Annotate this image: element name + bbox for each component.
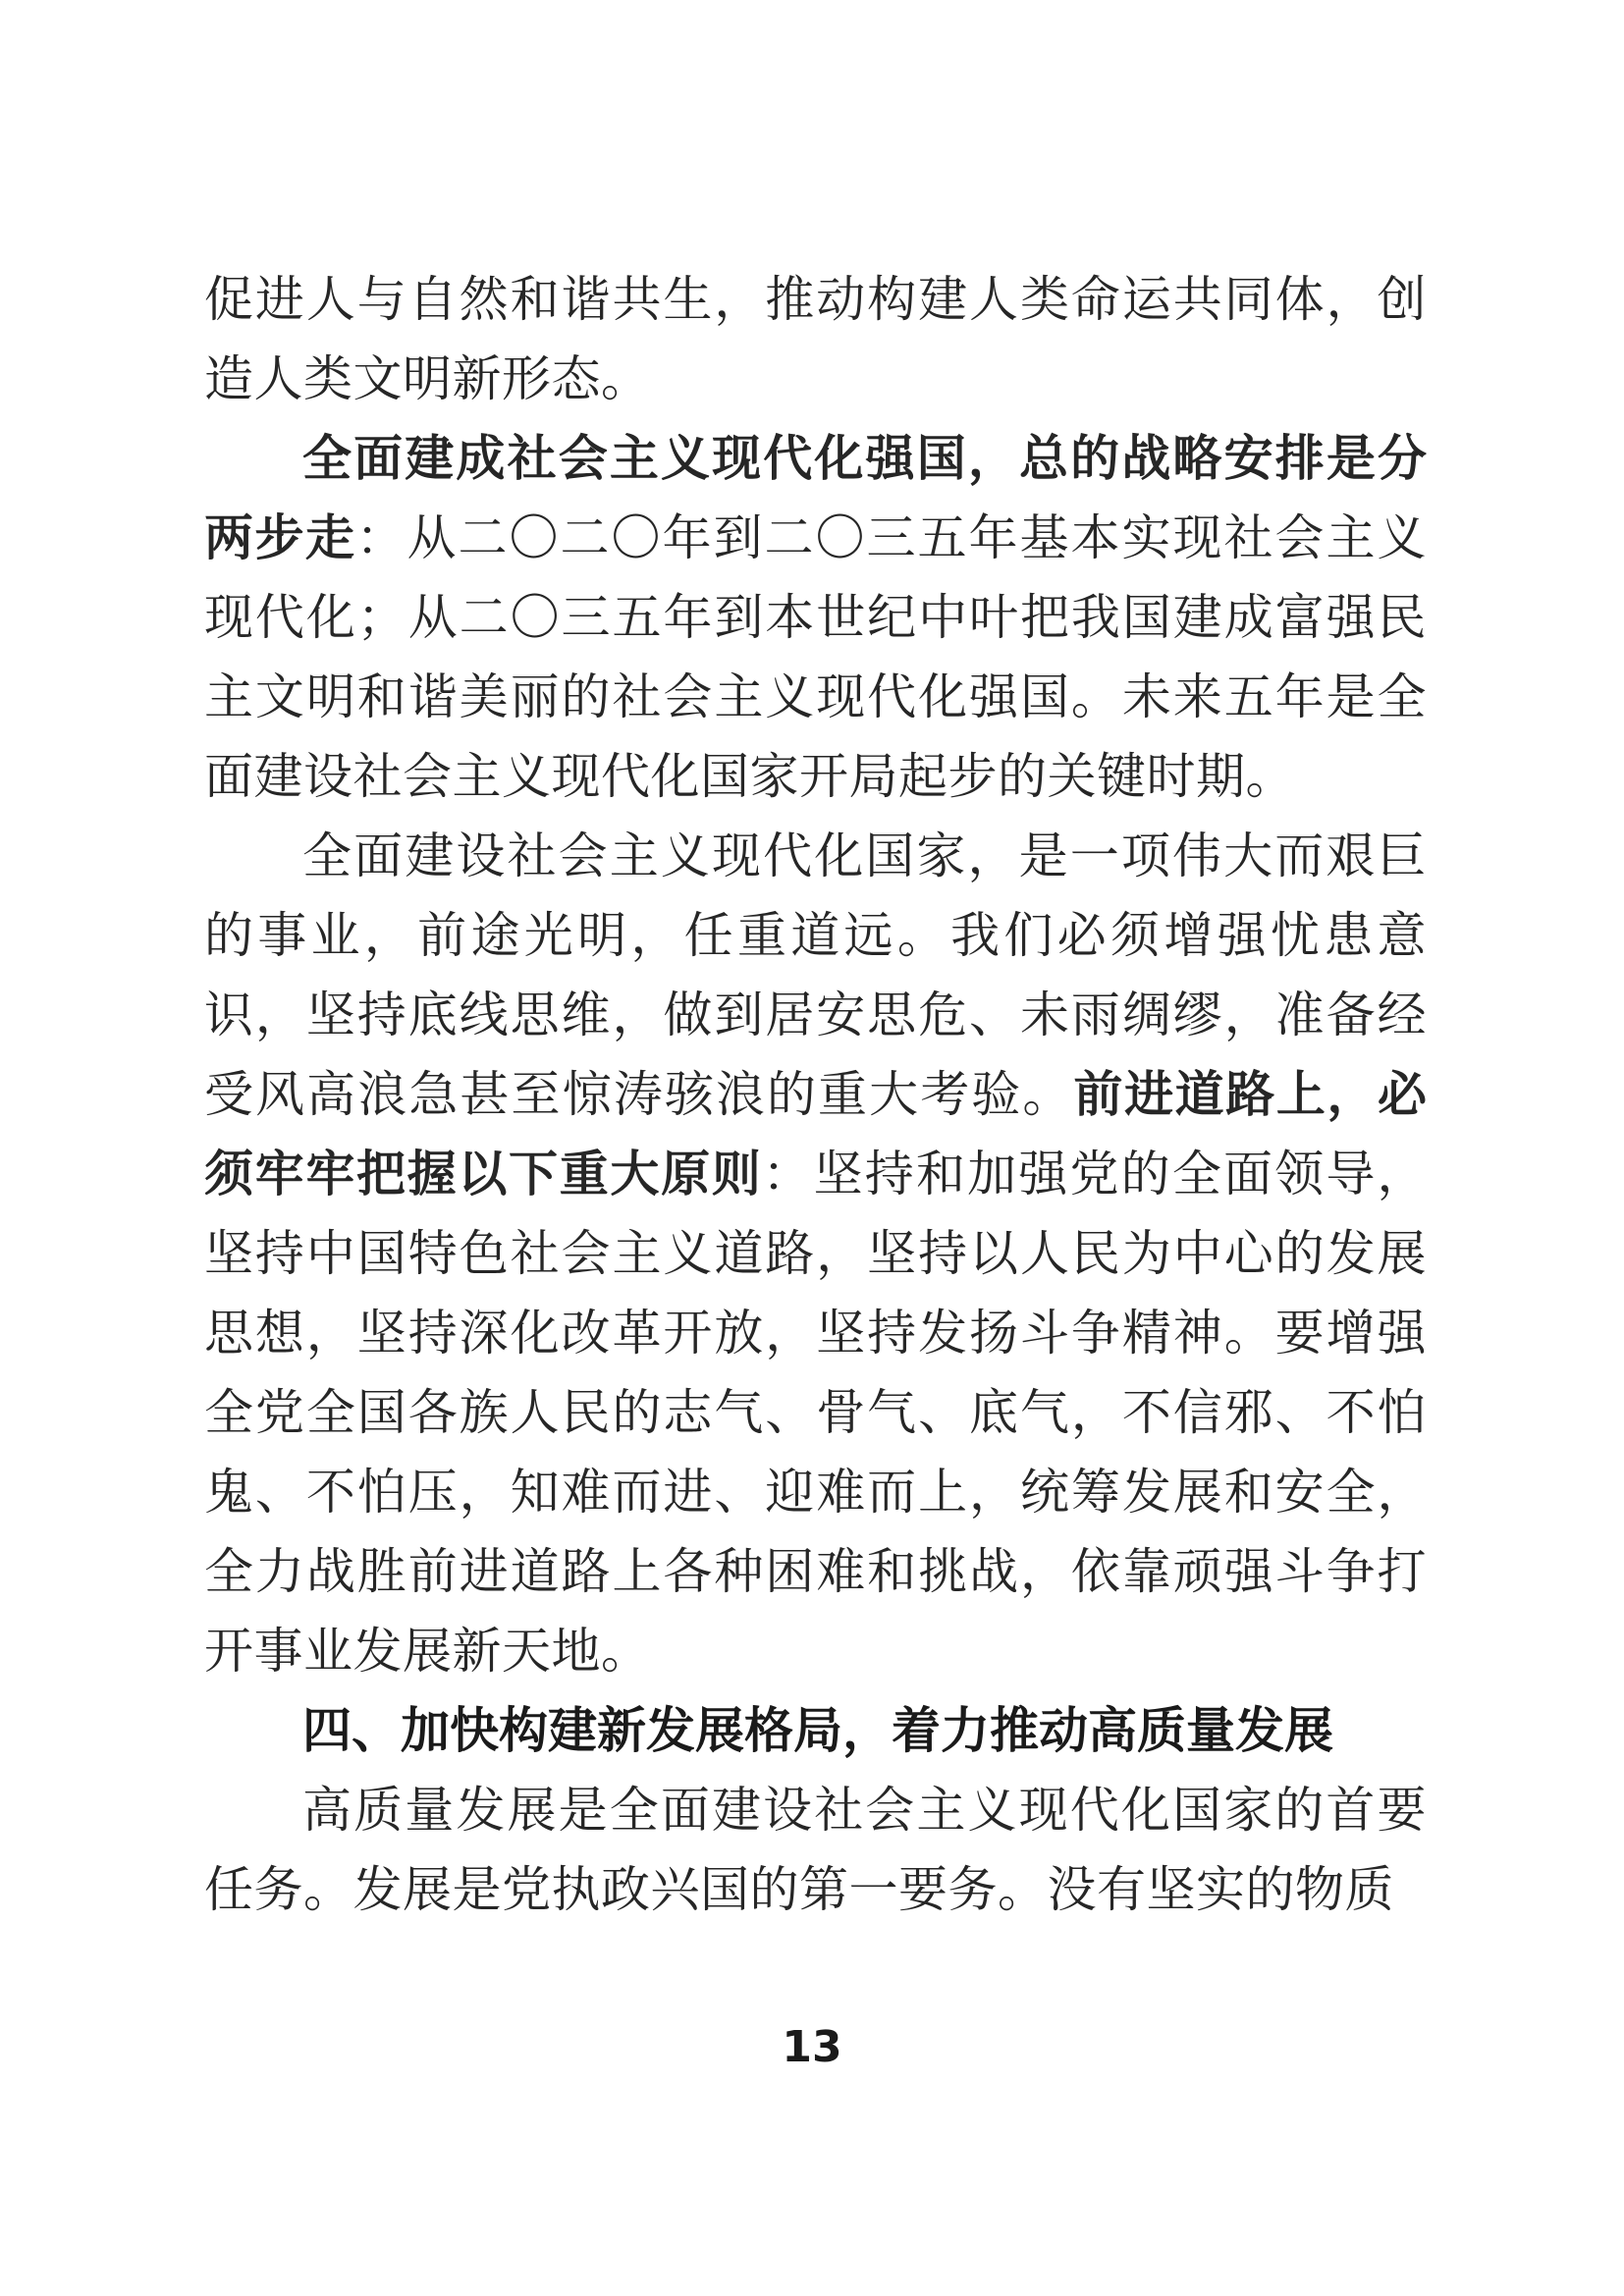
page-number: 13 bbox=[782, 2022, 842, 2072]
text-run: ：从二〇二〇年到二〇三五年基本实现社会主义现代化；从二〇三五年到本世纪中叶把我国建成富强民主文明和谐美丽的社会主义现代化强国。未来五年是全面建设社会主义现代化国家开局起步的关键时期。 bbox=[204, 510, 1427, 804]
paragraph-4 bbox=[204, 1771, 1427, 1930]
paragraph-2 bbox=[204, 419, 1427, 817]
text-run: 促进人与自然和谐共生，推动构建人类命运共同体，创造人类文明新形态。 bbox=[204, 272, 1427, 406]
text-run: 高质量发展是全面建设社会主义现代化国家的首要任务。发展是党执政兴国的第一要务。没有坚实的物质 bbox=[204, 1783, 1427, 1917]
document-body bbox=[204, 260, 1427, 1930]
text-run: ：坚持和加强党的全面领导，坚持中国特色社会主义道路，坚持以人民为中心的发展思想，坚持深化改革开放，坚持发扬斗争精神。要增强全党全国各族人民的志气、骨气、底气，不信邪、不怕鬼、不怕压，知难而进、迎难而上，统筹发展和安全，全力战胜前进道路上各种困难和挑战，依靠顽强斗争打开事业发展新天地。 bbox=[204, 1147, 1428, 1679]
text-run: 全面建设社会主义现代化国家，是一项伟大而艰巨的事业，前途光明，任重道远。我们必须增强忧患意识，坚持底线思维，做到居安思危、未雨绸缪，准备经受风高浪急甚至惊涛骇浪的重大考验。 bbox=[204, 828, 1427, 1122]
text-run-bold: 前进道路上，必须牢牢把握以下重大原则 bbox=[204, 1066, 1428, 1202]
paragraph-3 bbox=[204, 817, 1427, 1691]
paragraph-1 bbox=[204, 260, 1427, 419]
section-heading: 四、加快构建新发展格局，着力推动高质量发展 bbox=[302, 1702, 1333, 1759]
text-run-bold: 全面建成社会主义现代化强国，总的战略安排是分两步走 bbox=[204, 430, 1427, 566]
